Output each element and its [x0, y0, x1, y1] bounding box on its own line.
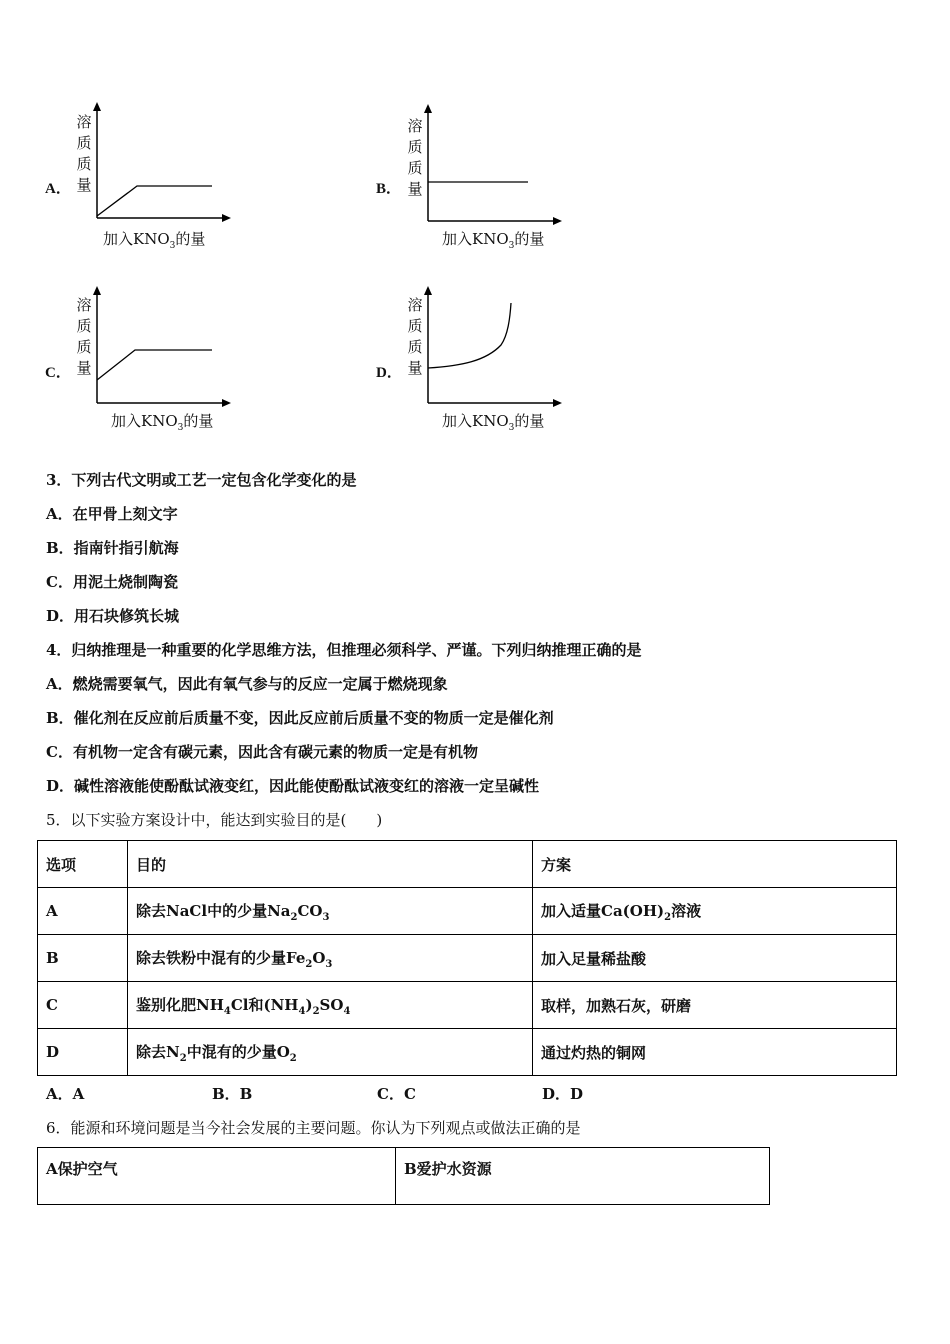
table-row	[38, 888, 897, 935]
q5-stem: 5．以下实验方案设计中，能达到实验目的是( )	[46, 811, 383, 829]
y-axis-label: 溶 质 质 量	[76, 296, 92, 377]
q3-option-d: D．用石块修筑长城	[46, 607, 180, 625]
row-goal: 除去NaCl中的少量$Na_2CO_3$	[128, 888, 533, 935]
curve-line	[97, 186, 212, 216]
row-option: C	[38, 982, 128, 1029]
row-option: A	[38, 888, 128, 935]
q5-answer-a: A．A	[46, 1085, 85, 1103]
graph-a	[45, 100, 285, 270]
curve-line	[97, 350, 212, 380]
q3-option-b: B．指南针指引航海	[46, 539, 179, 557]
x-axis-label: 加入$KNO_3$的量	[103, 230, 206, 251]
q6-cell-b: B爱护水资源	[396, 1148, 770, 1205]
row-plan: 加入足量稀盐酸	[533, 935, 897, 982]
q6-table	[37, 1147, 770, 1205]
header-plan: 方案	[533, 841, 897, 888]
q5-answer-c: C．C	[377, 1085, 416, 1103]
q4-option-b: B．催化剂在反应前后质量不变，因此反应前后质量不变的物质一定是催化剂	[46, 709, 554, 727]
q4-option-d: D．碱性溶液能使酚酞试液变红，因此能使酚酞试液变红的溶液一定呈碱性	[46, 777, 540, 795]
q6-stem: 6．能源和环境问题是当今社会发展的主要问题。你认为下列观点或做法正确的是	[46, 1119, 581, 1137]
table-row	[38, 1029, 897, 1076]
q5-table	[37, 840, 897, 1076]
table-row	[38, 1148, 770, 1205]
y-axis-label: 溶 质 质 量	[76, 113, 92, 194]
graph-d	[376, 283, 616, 453]
row-option: D	[38, 1029, 128, 1076]
table-row	[38, 982, 897, 1029]
q5-answer-d: D．D	[542, 1085, 584, 1103]
q5-answer-b: B．B	[212, 1085, 253, 1103]
row-plan: 取样，加熟石灰，研磨	[533, 982, 897, 1029]
graph-c	[45, 283, 285, 453]
row-plan: 加入适量$Ca(OH)_2$溶液	[533, 888, 897, 935]
table-header-row	[38, 841, 897, 888]
x-axis-label: 加入$KNO_3$的量	[111, 412, 214, 433]
y-axis-label: 溶 质 质 量	[407, 117, 423, 198]
table-row	[38, 935, 897, 982]
y-axis-label: 溶 质 质 量	[407, 296, 423, 377]
graph-option-letter: D．	[376, 365, 402, 381]
graph-option-letter: A．	[45, 181, 71, 197]
graph-option-letter: C．	[45, 365, 71, 381]
header-option: 选项	[38, 841, 128, 888]
header-goal: 目的	[128, 841, 533, 888]
q4-option-c: C．有机物一定含有碳元素，因此含有碳元素的物质一定是有机物	[46, 743, 478, 761]
graph-b	[376, 100, 616, 270]
row-goal: 鉴别化肥$NH_4Cl$和$(NH_4)_2SO_4$	[128, 982, 533, 1029]
q4-option-a: A．燃烧需要氧气，因此有氧气参与的反应一定属于燃烧现象	[46, 675, 448, 693]
q3-stem: 3．下列古代文明或工艺一定包含化学变化的是	[46, 471, 357, 489]
q6-cell-a: A保护空气	[38, 1148, 396, 1205]
x-axis-label: 加入$KNO_3$的量	[442, 412, 545, 433]
q3-option-a: A．在甲骨上刻文字	[46, 505, 178, 523]
row-goal: 除去$N_2$中混有的少量$O_2$	[128, 1029, 533, 1076]
row-plan: 通过灼热的铜网	[533, 1029, 897, 1076]
q4-stem: 4．归纳推理是一种重要的化学思维方法，但推理必须科学、严谨。下列归纳推理正确的是	[46, 641, 642, 659]
curve-line	[428, 303, 511, 368]
x-axis-label: 加入$KNO_3$的量	[442, 230, 545, 251]
row-goal: 除去铁粉中混有的少量$Fe_2O_3$	[128, 935, 533, 982]
graph-option-letter: B．	[376, 181, 402, 197]
q3-option-c: C．用泥土烧制陶瓷	[46, 573, 178, 591]
row-option: B	[38, 935, 128, 982]
